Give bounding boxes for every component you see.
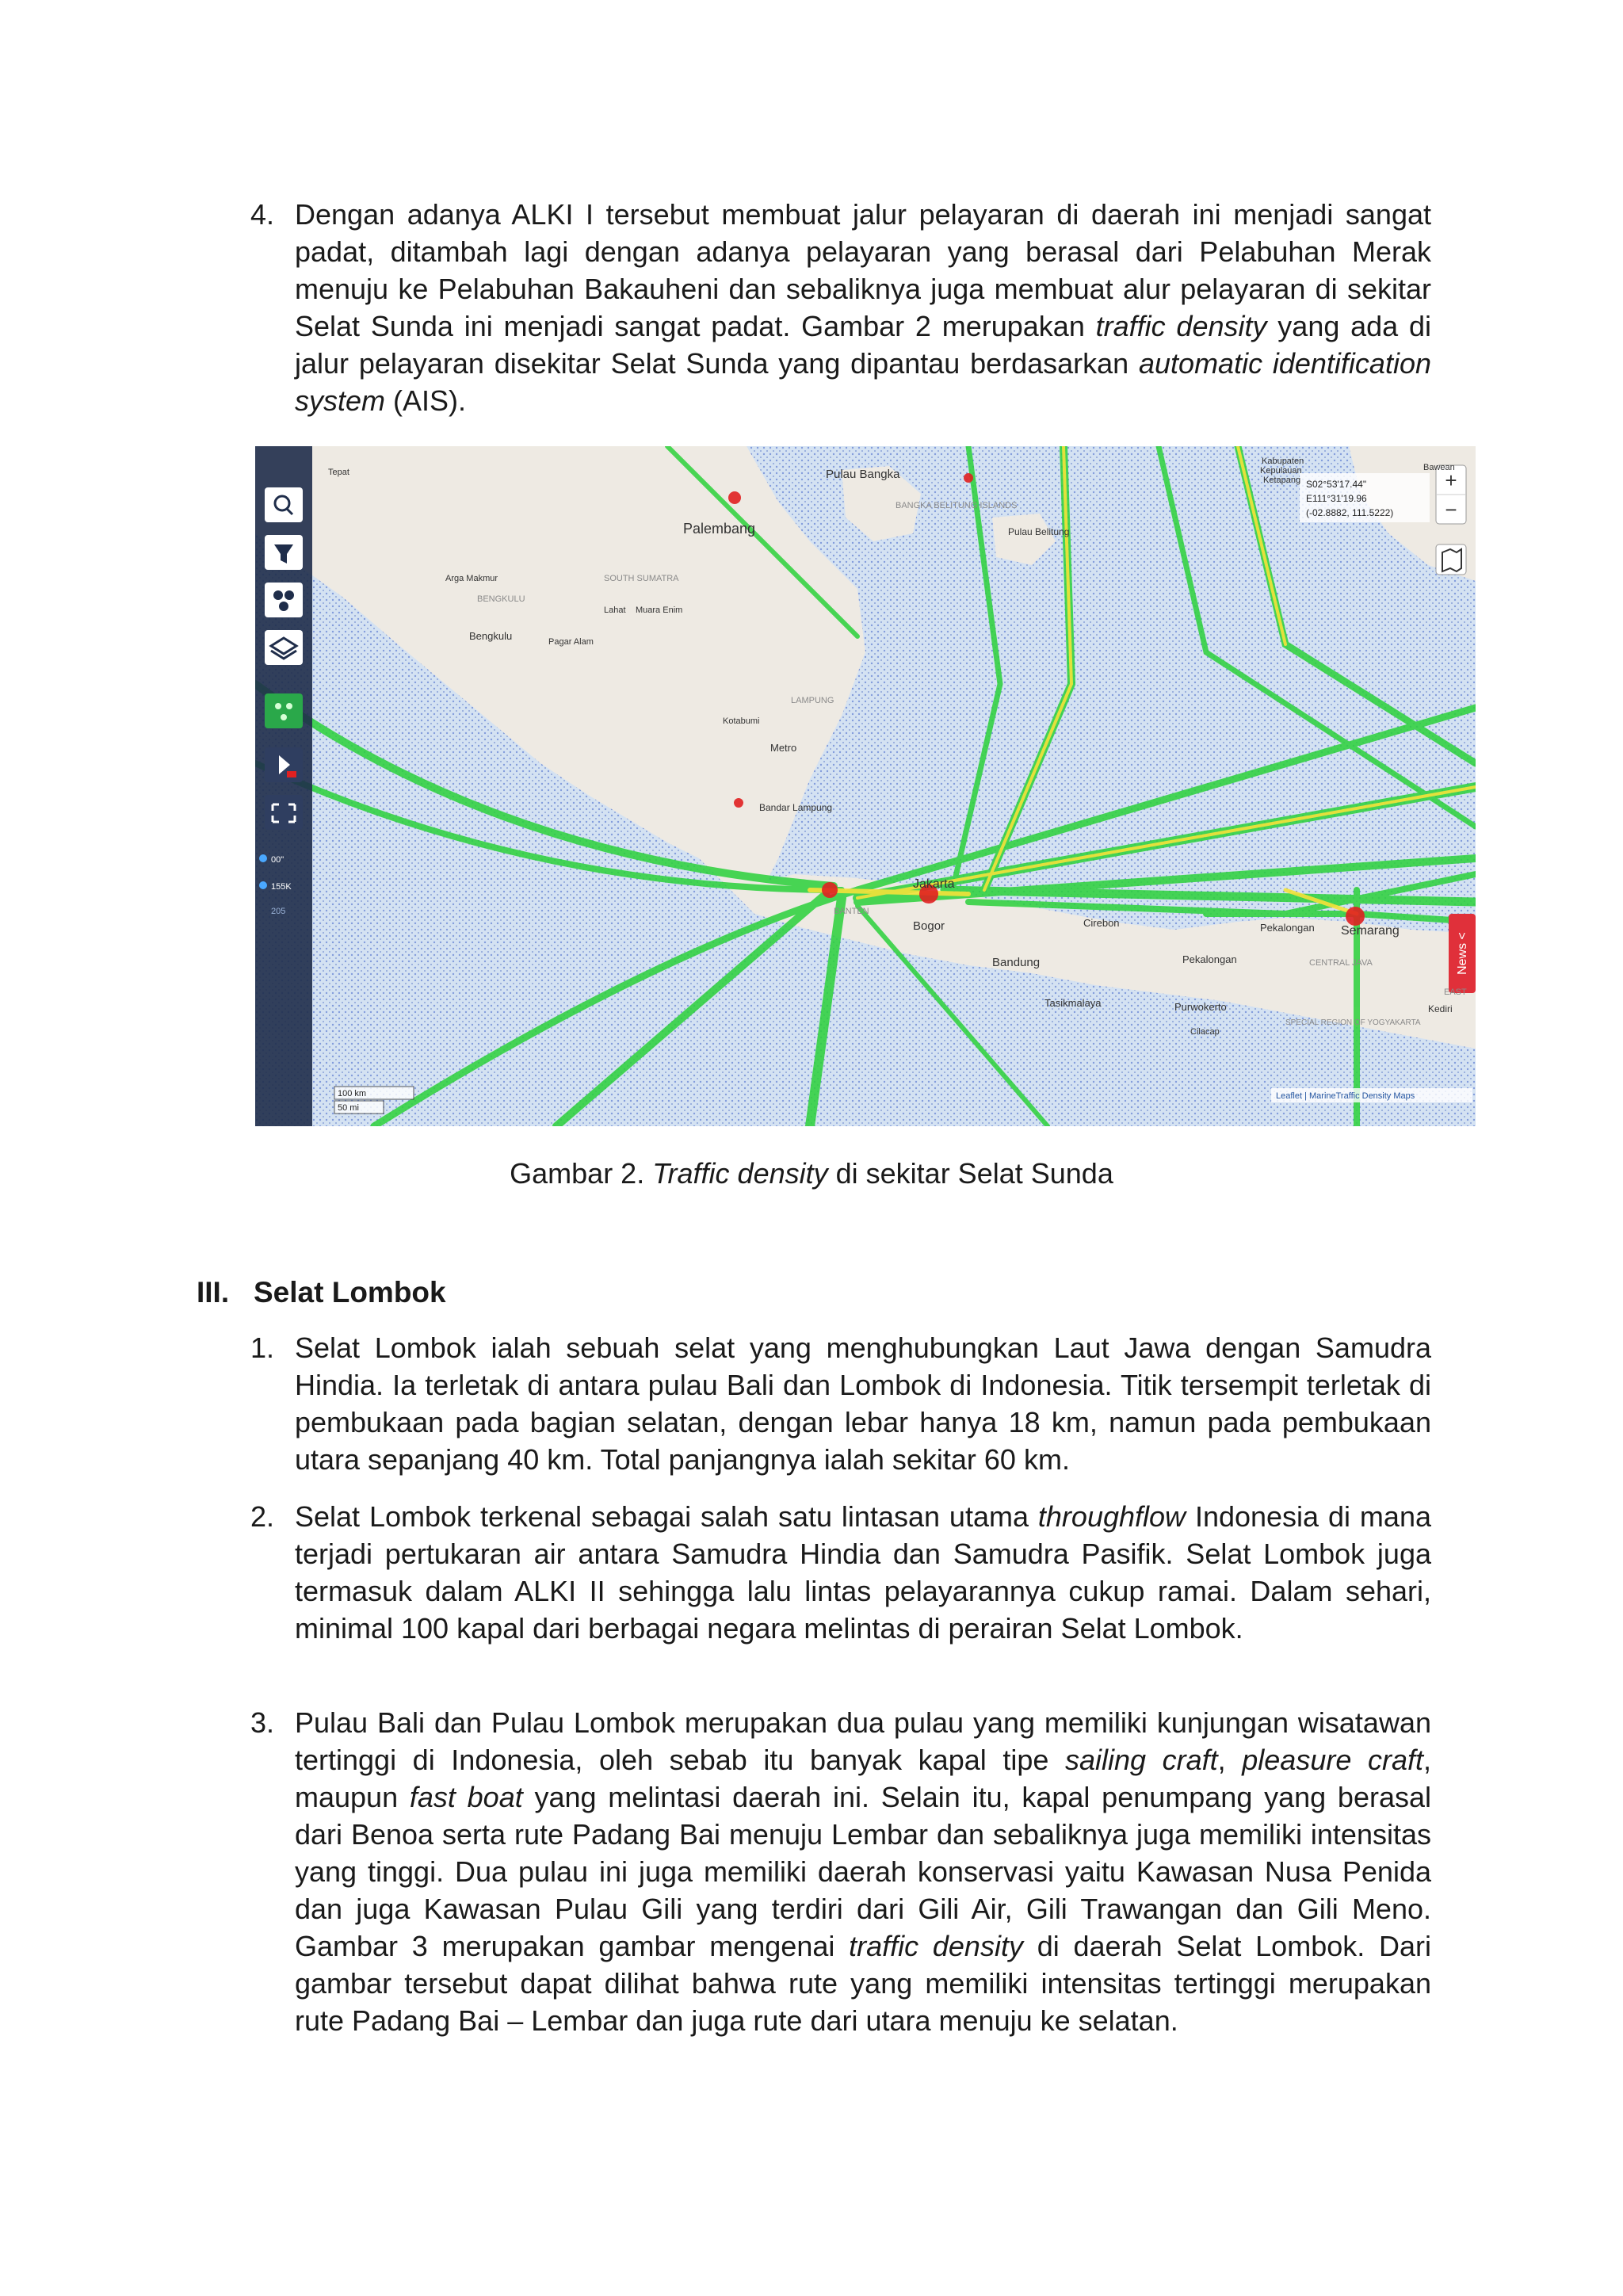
figure-caption: Gambar 2. Traffic density di sekitar Selat Sunda	[510, 1157, 1113, 1190]
paragraph-text: Selat Lombok terkenal sebagai salah satu lintasan utama throughflow Indonesia di mana terjadi pertukaran air antara Samudra Hindia dan Samudra Pasifik. Selat Lombok juga termasuk dalam ALKI II sehingga lalu lintas pelayarannya cukup ramai. Dalam sehari, minimal 100 kapal dari berbagai negara melintas di perairan Selat Lombok.	[295, 1500, 1431, 1645]
list-number: 3.	[250, 1706, 275, 1739]
paragraph-text: Pulau Bali dan Pulau Lombok merupakan dua pulau yang memiliki kunjungan wisatawan tertinggi di Indonesia, oleh sebab itu banyak kapal tipe sailing craft, pleasure craft, maupun fast boat yang melintasi daerah ini. Selain itu, kapal penumpang yang berasal dari Benoa serta rute Padang Bai menuju Lembar dan sebaliknya juga memiliki intensitas yang tinggi. Dua pulau ini juga memiliki daerah konservasi yaitu Kawasan Nusa Penida dan juga Kawasan Pulau Gili yang terdiri dari Gili Air, Gili Trawangan dan Gili Meno. Gambar 3 merupakan gambar mengenai traffic density di daerah Selat Lombok. Dari gambar tersebut dapat dilihat bahwa rute yang memiliki intensitas tertinggi merupakan rute Padang Bai – Lembar dan juga rute dari utara menuju ke selatan.	[295, 1706, 1431, 2037]
label-pulau-bangka: Pulau Bangka	[826, 468, 900, 481]
list-number: 4.	[250, 198, 275, 231]
label-cilacap: Cilacap	[1190, 1027, 1220, 1037]
sidebar-stat-vessels: 155K	[271, 882, 292, 892]
section-number: III.	[197, 1276, 230, 1308]
label-pekalongan: Pekalongan	[1182, 953, 1237, 965]
label-bangka-belitung: BANGKA BELITUNG ISLANDS	[896, 501, 1018, 510]
vessels-icon	[259, 881, 267, 889]
sidebar-fullscreen-button[interactable]	[265, 795, 303, 830]
label-kotabumi: Kotabumi	[723, 716, 760, 726]
paragraph-text: Selat Lombok ialah sebuah selat yang menghubungkan Laut Jawa dengan Samudra Hindia. Ia terletak di antara pulau Bali dan Lombok di Indonesia. Titik tersempit terletak di pembukaan pada bagian selatan, dengan lebar hanya 18 km, namun pada pembukaan utara sepanjang 40 km. Total panjangnya ialah sekitar 60 km.	[295, 1331, 1431, 1476]
list-item-1	[250, 1329, 1431, 1478]
sidebar-playback-button[interactable]	[265, 747, 303, 782]
label-lahat: Lahat	[604, 606, 626, 615]
map-canvas	[255, 446, 1476, 1126]
news-label: News <	[1456, 932, 1469, 975]
label-banten: BANTEN	[834, 907, 869, 916]
coordinate-decimal: (-02.8882, 111.5222)	[1306, 507, 1394, 518]
fleet-icon	[273, 590, 283, 600]
coordinate-lon: E111°31'19.96	[1306, 493, 1367, 504]
map-layers-button[interactable]	[1436, 544, 1466, 575]
label-kepulauan: Kepulauan	[1260, 466, 1302, 476]
label-pagar-alam: Pagar Alam	[548, 637, 594, 647]
scale-km: 100 km	[338, 1089, 367, 1098]
minus-icon: −	[1445, 498, 1457, 521]
label-central-java: CENTRAL JAVA	[1309, 958, 1373, 968]
label-pekalongan-2: Pekalongan	[1260, 922, 1315, 934]
coordinates-box	[1300, 473, 1430, 522]
map-attribution	[1271, 1088, 1472, 1102]
news-tab[interactable]	[1449, 914, 1476, 993]
label-pulau-belitung: Pulau Belitung	[1008, 526, 1070, 537]
label-cirebon: Cirebon	[1083, 917, 1120, 929]
label-lampung: LAMPUNG	[791, 696, 834, 705]
label-bawean: Bawean	[1423, 463, 1455, 472]
label-arga-makmur: Arga Makmur	[445, 574, 498, 583]
label-kabupaten: Kabupaten	[1262, 457, 1304, 466]
label-bandung: Bandung	[992, 956, 1041, 969]
sidebar-search-button[interactable]	[265, 487, 303, 522]
label-bogor: Bogor	[913, 919, 945, 933]
label-jakarta: Jakarta	[913, 877, 955, 891]
list-item-2	[250, 1498, 1431, 1647]
label-tasikmalaya: Tasikmalaya	[1044, 997, 1102, 1009]
traffic-density-map	[255, 446, 1476, 1126]
coordinate-lat: S02°53'17.44"	[1306, 479, 1367, 490]
label-bengkulu-region: BENGKULU	[477, 594, 525, 604]
sidebar-stat-time: 00"	[271, 855, 285, 865]
label-purwokerto: Purwokerto	[1174, 1001, 1227, 1013]
zoom-control	[1436, 465, 1466, 524]
label-special-region: SPECIAL REGION OF YOGYAKARTA	[1285, 1018, 1421, 1027]
sidebar-stat-count: 205	[271, 907, 286, 916]
time-icon	[259, 854, 267, 862]
list-item-4	[250, 196, 1431, 419]
zoom-out-button[interactable]	[1445, 498, 1457, 521]
density-icon	[275, 703, 281, 709]
label-south-sumatra: SOUTH SUMATRA	[604, 574, 679, 583]
sidebar-fleet-button[interactable]	[265, 583, 303, 617]
label-ketapang: Ketapang	[1263, 476, 1301, 485]
paragraph-text: Dengan adanya ALKI I tersebut membuat jalur pelayaran di daerah ini menjadi sangat padat, ditambah lagi dengan adanya pelayaran yang berasal dari Pelabuhan Merak menuju ke Pelabuhan Bakauheni dan sebaliknya juga membuat alur pelayaran di sekitar Selat Sunda ini menjadi sangat padat. Gambar 2 merupakan traffic density yang ada di jalur pelayaran disekitar Selat Sunda yang dipantau berdasarkan automatic identification system (AIS).	[295, 198, 1432, 417]
label-kediri: Kediri	[1428, 1003, 1453, 1014]
attribution-text[interactable]: Leaflet | MarineTraffic Density Maps	[1276, 1091, 1415, 1101]
label-metro: Metro	[770, 742, 797, 754]
scale-mi: 50 mi	[338, 1103, 359, 1113]
label-palembang: Palembang	[683, 521, 756, 537]
label-bandar-lampung: Bandar Lampung	[759, 802, 833, 813]
list-item-3	[250, 1704, 1431, 2039]
sidebar-density-button[interactable]	[265, 693, 303, 728]
section-heading	[197, 1274, 446, 1311]
sidebar-filter-button[interactable]	[265, 535, 303, 570]
plus-icon: +	[1445, 468, 1457, 492]
label-muara-enim: Muara Enim	[636, 606, 683, 615]
sidebar-layers-button[interactable]	[265, 630, 303, 665]
list-number: 2.	[250, 1500, 275, 1533]
label-semarang: Semarang	[1341, 924, 1400, 938]
label-tepat: Tepat	[328, 468, 349, 477]
label-bengkulu: Bengkulu	[469, 630, 513, 642]
label-east: EAST	[1444, 988, 1467, 997]
list-number: 1.	[250, 1331, 275, 1364]
section-title: Selat Lombok	[254, 1276, 446, 1308]
